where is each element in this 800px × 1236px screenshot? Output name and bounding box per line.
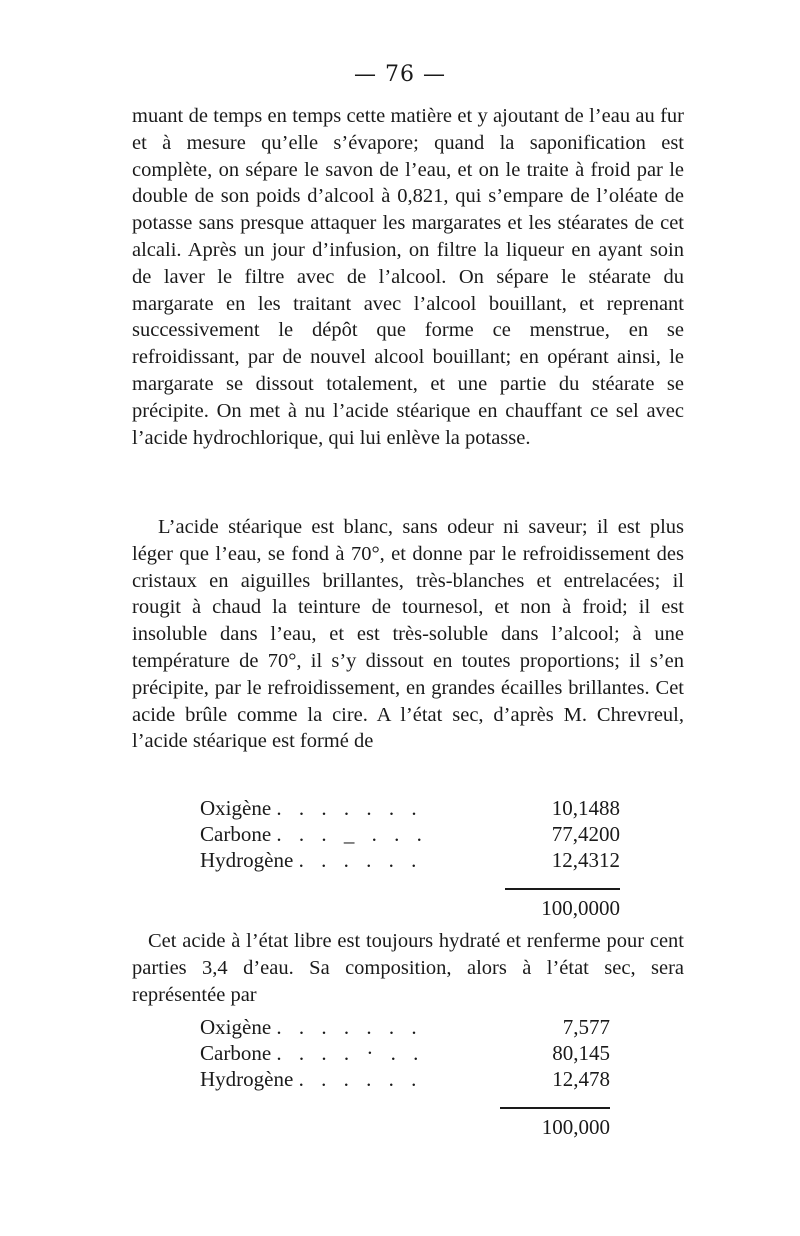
leader-dots: . . . . . . [298, 1067, 423, 1091]
composition-row [200, 1015, 610, 1041]
leader-dots: . . . _ . . . [276, 822, 428, 846]
element-name: Carbone [200, 822, 272, 846]
element-name: Hydrogène [200, 848, 294, 872]
element-value: 80,145 [552, 1041, 610, 1065]
element-name: Oxigène [200, 796, 272, 820]
composition-row [200, 848, 620, 874]
paragraph-stearic-acid-properties: L’acide stéarique est blanc, sans odeur ni saveur; il est plus léger que l’eau, se fond à 70°, et donne par le refroidissement des cristaux en aiguilles brillantes, très-blanches et entrelacées; il rougit à chaud la teinture de tournesol, et non à froid; il est insoluble dans l’eau, et est très-soluble dans l’alcool; à une température de 70°, il s’y dissout en toutes proportions; il s’en précipite, par le refroidissement, en grandes écailles brillantes. Cet acide brûle comme la cire. A l’état sec, d’après M. Chrevreul, l’acide stéarique est formé de [132, 516, 684, 753]
page-number: — 76 — [354, 62, 446, 87]
element-name: Oxigène [200, 1015, 272, 1039]
sum-rule [500, 1107, 610, 1109]
composition-row [200, 822, 620, 848]
composition-row [200, 796, 620, 822]
paragraph-hydrated-acid: Cet acide à l’état libre est toujours hydraté et renferme pour cent parties 3,4 d’eau. Sa composition, alors à l’état sec, sera représentée par [132, 930, 684, 1006]
element-value: 77,4200 [551, 822, 620, 846]
element-value: 10,1488 [551, 796, 620, 820]
element-name: Hydrogène [200, 1067, 294, 1091]
composition-row [200, 1067, 610, 1093]
element-value: 12,478 [552, 1067, 610, 1091]
element-value: 7,577 [562, 1015, 610, 1039]
sum-rule [505, 888, 620, 890]
leader-dots: . . . . · . . [276, 1041, 425, 1065]
leader-dots: . . . . . . . [276, 796, 423, 820]
leader-dots: . . . . . . . [276, 1015, 423, 1039]
paragraph-saponification: muant de temps en temps cette matière et y ajoutant de l’eau au fur et à mesure qu’elle s’évapore; quand la saponification est complète, on sépare le savon de l’eau, et on le traite à froid par le double de son poids d’alcool à 0,821, qui s’empare de l’oléate de potasse sans presque attaquer les margarates et les stéarates de cet alcali. Après un jour d’infusion, on filtre la liqueur en ayant soin de laver le filtre avec de l’alcool. On sépare le stéarate du margarate en les traitant avec l’alcool bouillant, et reprenant successivement le dépôt que forme ce menstrue, en se refroidissant, par de nouvel alcool bouillant; en opérant ainsi, le margarate se dissout totalement, et une partie du stéarate se précipite. On met à nu l’acide stéarique en chauffant ce sel avec l’acide hydrochlorique, qui lui enlève la potasse. [132, 105, 684, 449]
composition-table-2 [200, 1015, 610, 1143]
composition-table-1 [200, 796, 620, 924]
composition-total: 100,0000 [541, 896, 620, 920]
element-name: Carbone [200, 1041, 272, 1065]
leader-dots: . . . . . . [298, 848, 423, 872]
composition-total: 100,000 [541, 1115, 610, 1139]
composition-row [200, 1041, 610, 1067]
element-value: 12,4312 [551, 848, 620, 872]
